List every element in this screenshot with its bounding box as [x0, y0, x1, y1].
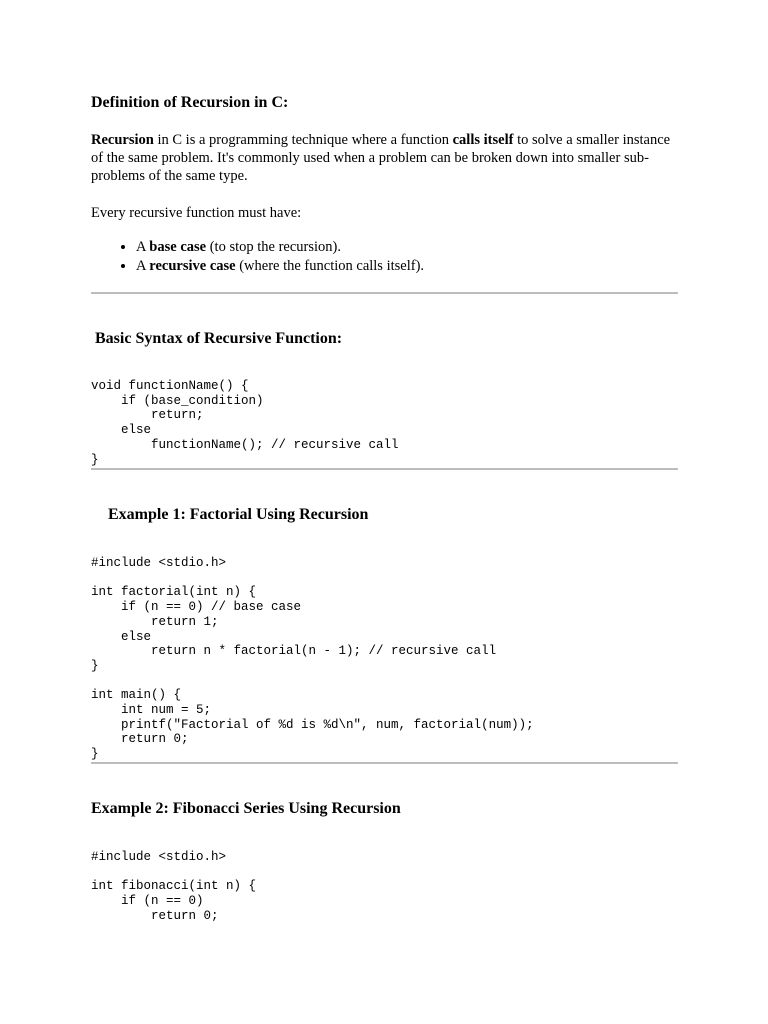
term-recursion: Recursion [91, 132, 154, 148]
divider-2 [91, 468, 678, 470]
code-block-factorial: #include <stdio.h> int factorial(int n) { if (n == 0) // base case return 1; else return n * factorial(n - 1); // recursive call } int main() { int num = 5; printf("Factorial of %d is %d\n", num, factorial(num)); return 0; } [91, 556, 534, 762]
heading-basic-syntax: Basic Syntax of Recursive Function: [95, 330, 343, 347]
heading-example-2: Example 2: Fibonacci Series Using Recursion [91, 800, 401, 817]
code-block-fibonacci: #include <stdio.h> int fibonacci(int n) { if (n == 0) return 0; [91, 850, 257, 923]
list-item-base-case: • A base case (to stop the recursion). [136, 238, 676, 257]
must-have-paragraph: Every recursive function must have: [91, 205, 302, 221]
heading-definition: Definition of Recursion in C: [91, 94, 289, 111]
divider-1 [91, 292, 678, 294]
intro-text-2: to solve a smaller instance of the same problem. It's commonly used when a problem can be broken down into smaller sub-problems of the same type. [91, 132, 671, 184]
intro-paragraph [91, 131, 678, 185]
divider-3 [91, 762, 678, 764]
code-block-syntax: void functionName() { if (base_condition) return; else functionName(); // recursive call } [91, 379, 399, 467]
list-item-recursive-case: • A recursive case (where the function calls itself). [136, 257, 676, 276]
heading-example-1: Example 1: Factorial Using Recursion [108, 506, 369, 523]
term-calls-itself: calls itself [452, 132, 514, 148]
requirements-list [91, 238, 676, 276]
intro-text-1: in C is a programming technique where a function [153, 132, 453, 148]
